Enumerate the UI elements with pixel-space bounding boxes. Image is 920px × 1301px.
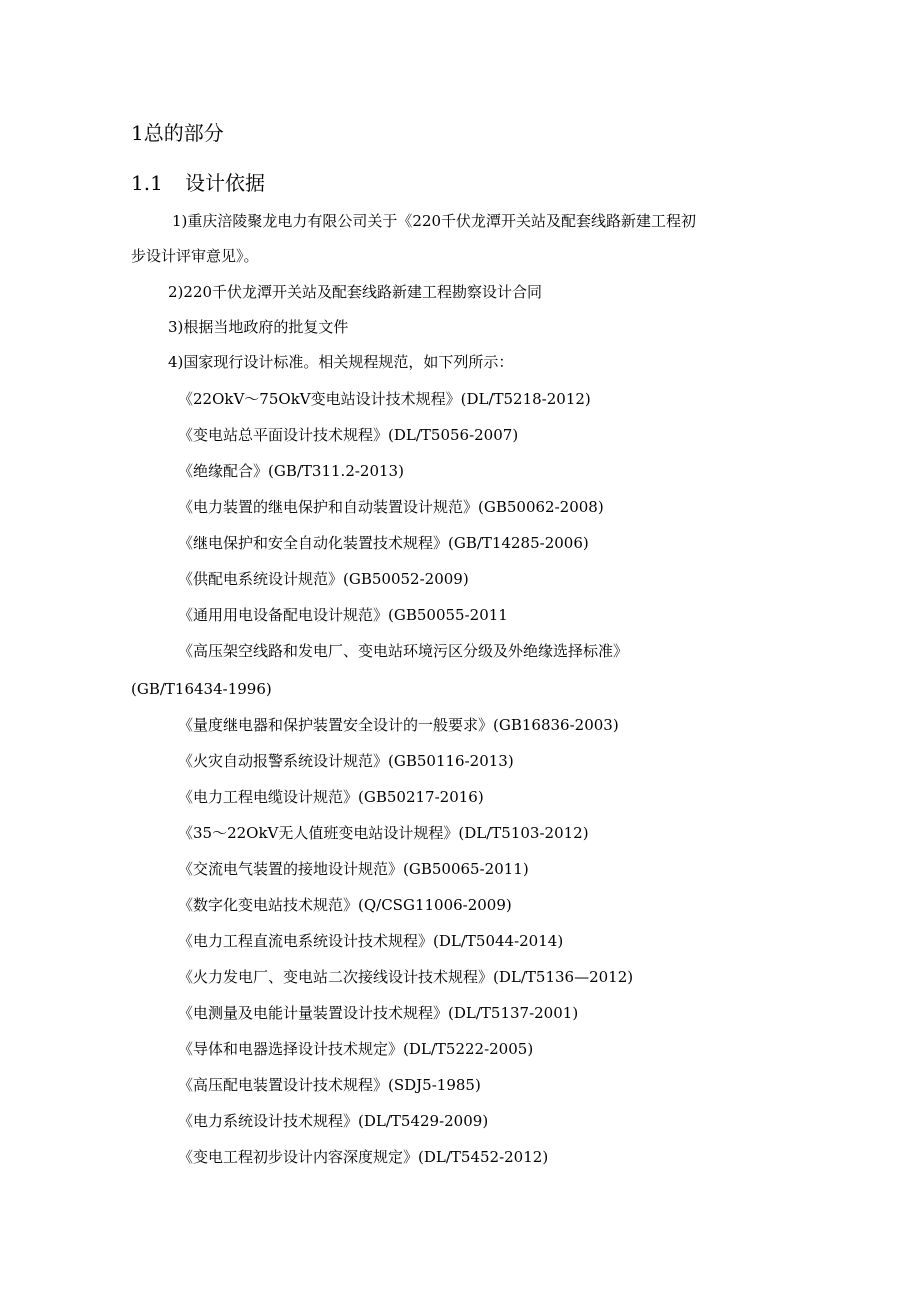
paragraph-4: 4)国家现行设计标准。相关规程规范，如下列所示：: [168, 353, 514, 371]
standard-item: 《高压配电装置设计技术规程》(SDJ5-1985): [178, 1076, 481, 1094]
standard-item: 《变电站总平面设计技术规程》(DL/T5056-2007): [178, 426, 519, 444]
paragraph-1-line-2: 步设计评审意见》。: [131, 247, 259, 265]
standard-item: 《火灾自动报警系统设计规范》(GB50116-2013): [178, 752, 514, 770]
paragraph-3: 3)根据当地政府的批复文件: [168, 318, 349, 336]
standard-item: 《电力工程直流电系统设计技术规程》(DL/T5044-2014): [178, 932, 564, 950]
standard-item: 《量度继电器和保护装置安全设计的一般要求》(GB16836-2003): [178, 716, 619, 734]
standard-item: 《22OkV～75OkV变电站设计技术规程》(DL/T5218-2012): [178, 390, 591, 408]
standard-item: 《导体和电器选择设计技术规定》(DL/T5222-2005): [178, 1040, 534, 1058]
standard-item: 《绝缘配合》(GB/T311.2-2013): [178, 462, 404, 480]
standard-item: 《电力工程电缆设计规范》(GB50217-2016): [178, 788, 484, 806]
paragraph-1-line-1: 1)重庆涪陵聚龙电力有限公司关于《220千伏龙潭开关站及配套线路新建工程初: [172, 212, 697, 230]
standard-item: 《变电工程初步设计内容深度规定》(DL/T5452-2012): [178, 1148, 549, 1166]
subsection-title: 设计依据: [185, 171, 265, 195]
standard-item: 《高压架空线路和发电厂、变电站环境污区分级及外绝缘选择标准》: [178, 642, 629, 660]
standard-item: 《交流电气装置的接地设计规范》(GB50065-2011): [178, 860, 529, 878]
standard-item: 《继电保护和安全自动化装置技术规程》(GB/T14285-2006): [178, 534, 589, 552]
standard-item: 《数字化变电站技术规范》(Q/CSG11006-2009): [178, 896, 512, 914]
subsection-heading: [131, 170, 265, 196]
standard-item: 《供配电系统设计规范》(GB50052-2009): [178, 570, 469, 588]
section-heading: 1总的部分: [131, 121, 224, 145]
standard-item: 《通用用电设备配电设计规范》(GB50055-2011: [178, 606, 508, 624]
standard-item: 《电力装置的继电保护和自动装置设计规范》(GB50062-2008): [178, 498, 604, 516]
standard-item: 《电力系统设计技术规程》(DL/T5429-2009): [178, 1112, 489, 1130]
subsection-number: 1.1: [131, 171, 163, 195]
standard-item: 《35～22OkV无人值班变电站设计规程》(DL/T5103-2012): [178, 824, 589, 842]
standard-item: 《火力发电厂、变电站二次接线设计技术规程》(DL/T5136—2012): [178, 968, 634, 986]
standard-item: 《电测量及电能计量装置设计技术规程》(DL/T5137-2001): [178, 1004, 579, 1022]
standard-item-continuation: (GB/T16434-1996): [131, 680, 272, 698]
paragraph-2: 2)220千伏龙潭开关站及配套线路新建工程勘察设计合同: [168, 283, 543, 301]
